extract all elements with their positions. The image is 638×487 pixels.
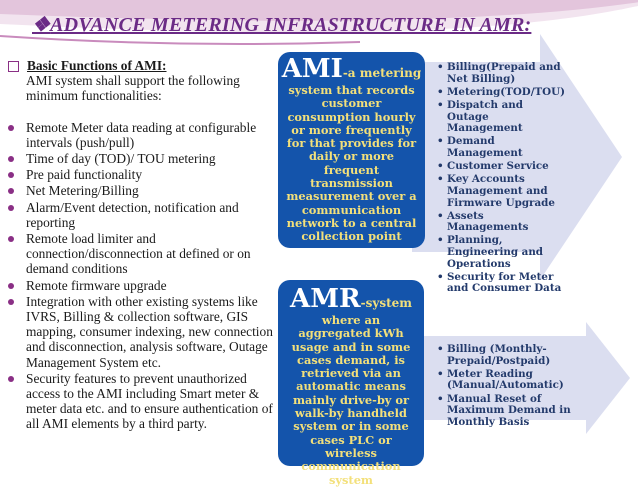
- bullet-icon: [8, 172, 14, 178]
- amr-function-item-text: Meter Reading (Manual/Automatic): [447, 367, 564, 392]
- amr-function-item: [437, 394, 597, 429]
- basic-function-item: [8, 231, 278, 277]
- ami-function-item-text: Planning, Engineering and Operations: [447, 234, 544, 270]
- ami-function-item-text: Assets Managements: [447, 209, 529, 234]
- basic-functions-list: [8, 120, 278, 432]
- bullet-icon: •: [437, 270, 444, 283]
- basic-functions-panel: [8, 58, 278, 433]
- ami-function-item-text: Security for Meter and Consumer Data: [447, 270, 562, 295]
- basic-function-item-text: Remote load limiter and connection/disconnection at defined or on demand conditions: [26, 231, 251, 277]
- basic-function-item-text: Alarm/Event detection, notification and reporting: [26, 199, 239, 230]
- ami-function-item-text: Billing(Prepaid and Net Billing): [447, 61, 561, 85]
- ami-label: AMI: [281, 54, 343, 84]
- basic-function-item: [8, 294, 278, 370]
- amr-label: AMR: [290, 284, 361, 314]
- amr-functions-list: [437, 344, 597, 430]
- basic-function-item-text: Pre paid functionality: [26, 167, 143, 183]
- bullet-icon: •: [437, 85, 444, 98]
- ami-definition-text: system that records customer consumption hourly or more frequently for that provides for daily or more frequent transmission measurement over a communication network to a central collection point: [286, 83, 417, 244]
- amr-dash-word: -system: [360, 296, 412, 310]
- ami-function-item: [437, 174, 567, 209]
- ami-function-item: [437, 235, 567, 270]
- bullet-icon: •: [437, 234, 444, 247]
- bullet-icon: [8, 125, 14, 131]
- amr-function-item: [437, 344, 597, 367]
- amr-function-item: [437, 369, 597, 392]
- bullet-icon: [8, 376, 14, 382]
- ami-function-item: [437, 161, 567, 173]
- bullet-icon: •: [437, 392, 444, 405]
- title-text: ADVANCE METERING INFRASTRUCTURE IN AMR:: [50, 14, 532, 36]
- basic-function-item: [8, 371, 278, 432]
- basic-functions-heading: Basic Functions of AMI:: [8, 58, 278, 73]
- ami-function-item: [437, 211, 567, 234]
- basic-function-item: [8, 278, 278, 293]
- ami-function-item-text: Dispatch and Outage Management: [447, 98, 523, 135]
- ami-function-item: [437, 87, 567, 99]
- bullet-icon: •: [437, 209, 444, 222]
- ami-function-item: [437, 100, 567, 135]
- ami-function-item-text: Key Accounts Management and Firmware Upgrade: [447, 173, 555, 209]
- basic-function-item: [8, 200, 278, 230]
- basic-function-item-text: Integration with other existing systems like IVRS, Billing & collection software, GIS mapping, consumer indexing, new connection and disconnection, analysis software, Outage Management System etc.: [26, 293, 273, 370]
- bullet-icon: [8, 156, 14, 162]
- basic-functions-intro: AMI system shall support the following minimum functionalities:: [26, 73, 240, 104]
- bullet-icon: •: [437, 160, 444, 173]
- basic-function-item-text: Time of day (TOD)/ TOU metering: [26, 151, 216, 167]
- bullet-icon: [8, 188, 14, 194]
- ami-function-item: [437, 272, 567, 295]
- bullet-icon: •: [437, 61, 444, 73]
- checkbox-bullet-icon: [8, 61, 19, 72]
- basic-function-item-text: Remote firmware upgrade: [26, 277, 167, 293]
- ami-function-item-text: Metering(TOD/TOU): [447, 85, 565, 98]
- basic-function-item: [8, 120, 278, 150]
- basic-function-item-text: Security features to prevent unauthorized access to the AMI including Smart meter & meter data etc. and to ensure authentication of all AMI elements by a third party.: [26, 370, 273, 432]
- amr-definition-text: where an aggregated kWh usage and in some cases demand, is retrieved via an automatic means mainly drive-by or walk-by handheld system or in some cases PLC or wireless communication system: [291, 313, 411, 487]
- bullet-icon: [8, 283, 14, 289]
- bullet-icon: •: [437, 173, 444, 186]
- ami-function-item: [437, 62, 567, 85]
- basic-function-item-text: Remote Meter data reading at configurable intervals (push/pull): [26, 119, 257, 150]
- ami-dash-word: -a metering: [342, 66, 422, 80]
- ami-functions-list: [437, 62, 567, 297]
- bullet-icon: •: [437, 367, 444, 380]
- ami-function-item-text: Demand Management: [447, 135, 523, 159]
- amr-function-item-text: Billing (Monthly-Prepaid/Postpaid): [447, 343, 551, 367]
- bullet-icon: [8, 299, 14, 305]
- bullet-icon: •: [437, 343, 444, 355]
- ami-function-item-text: Customer Service: [447, 160, 549, 173]
- basic-function-item: [8, 183, 278, 198]
- ami-function-item: [437, 136, 567, 159]
- bullet-icon: [8, 236, 14, 242]
- amr-definition-box: [278, 280, 424, 487]
- basic-function-item: [8, 167, 278, 182]
- basic-function-item-text: Net Metering/Billing: [26, 183, 139, 199]
- bullet-icon: [8, 205, 14, 211]
- basic-function-item: [8, 151, 278, 166]
- amr-function-item-text: Manual Reset of Maximum Demand in Monthly Basis: [447, 392, 571, 428]
- ami-definition-box: [278, 52, 425, 248]
- bullet-icon: •: [437, 98, 444, 111]
- title-bullet-icon: ❖: [32, 14, 51, 36]
- bullet-icon: •: [437, 135, 444, 148]
